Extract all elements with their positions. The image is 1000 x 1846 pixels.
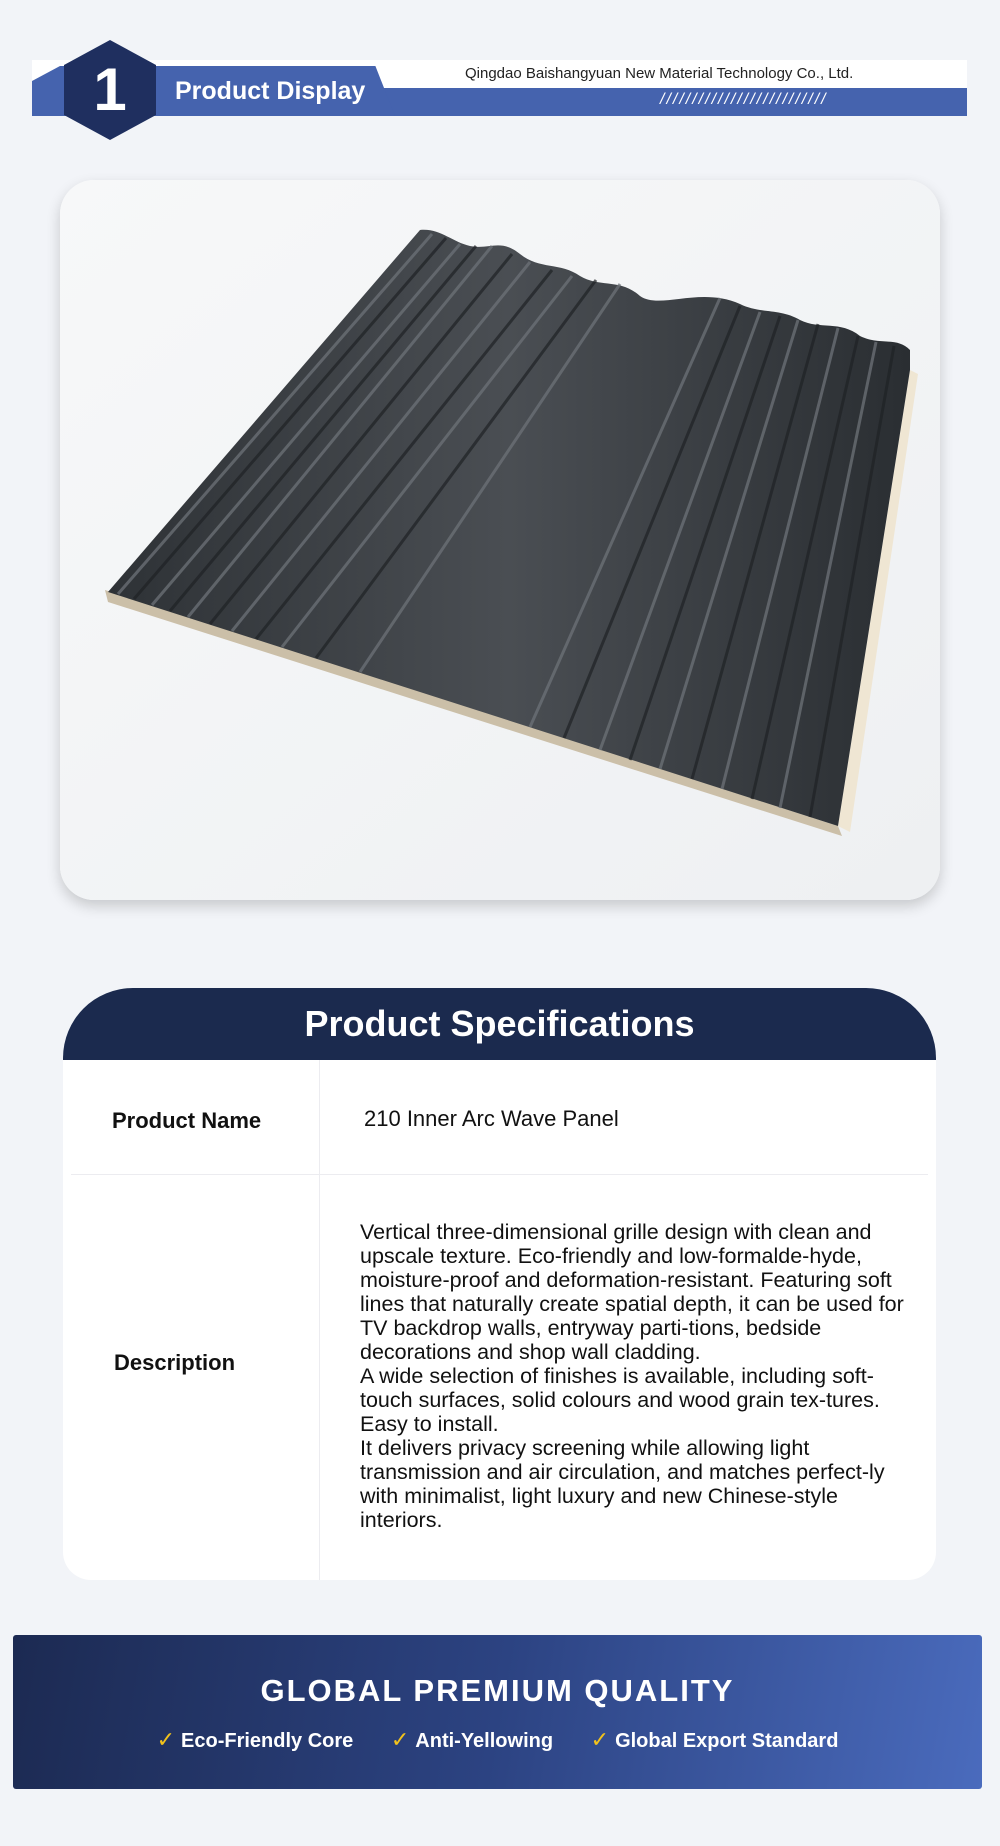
product-panel-image — [60, 180, 940, 900]
specifications-title: Product Specifications — [63, 988, 936, 1060]
quality-features — [13, 1727, 982, 1753]
quality-feature — [591, 1727, 839, 1753]
checkmark-icon: ✓ — [390, 1727, 410, 1752]
quality-feature-label: Global Export Standard — [615, 1730, 839, 1752]
checkmark-icon: ✓ — [156, 1727, 176, 1752]
quality-feature-label: Anti-Yellowing — [415, 1730, 554, 1752]
product-name-value: 210 Inner Arc Wave Panel — [364, 1106, 619, 1131]
description-paragraph: It delivers privacy screening while allowing light transmission and air circulation, and matches perfect-ly with minimalist, light luxury and new Chinese-style interiors. — [360, 1436, 885, 1532]
company-name: Qingdao Baishangyuan New Material Technology Co., Ltd. — [465, 65, 854, 82]
table-row-divider — [71, 1174, 928, 1175]
quality-feature — [391, 1727, 553, 1753]
quality-feature — [157, 1727, 354, 1753]
quality-banner — [13, 1635, 982, 1789]
description-paragraph: A wide selection of finishes is available, including soft-touch surfaces, solid colours and wood grain tex-tures. Easy to install. — [360, 1364, 880, 1436]
description-label: Description — [114, 1350, 236, 1375]
quality-title: GLOBAL PREMIUM QUALITY — [260, 1673, 735, 1708]
header-slash-decoration: ////////////////////////// — [660, 91, 828, 108]
checkmark-icon: ✓ — [590, 1727, 610, 1752]
description-paragraph: Vertical three-dimensional grille design with clean and upscale texture. Eco-friendly and low-formalde-hyde, moisture-proof and deformation-resistant. Featuring soft lines that naturally create spatial depth, it can be used for TV backdrop walls, entryway parti-tions, bedside decorations and shop wall cladding. — [360, 1220, 904, 1364]
section-header — [0, 0, 1000, 150]
section-title: Product Display — [175, 77, 366, 105]
section-number: 1 — [93, 56, 127, 123]
specifications-table — [63, 1060, 936, 1580]
quality-feature-label: Eco-Friendly Core — [181, 1730, 354, 1752]
table-column-divider — [319, 1060, 320, 1580]
description-value — [360, 1220, 910, 1532]
product-name-label: Product Name — [112, 1108, 262, 1133]
product-photo-card — [60, 180, 940, 900]
